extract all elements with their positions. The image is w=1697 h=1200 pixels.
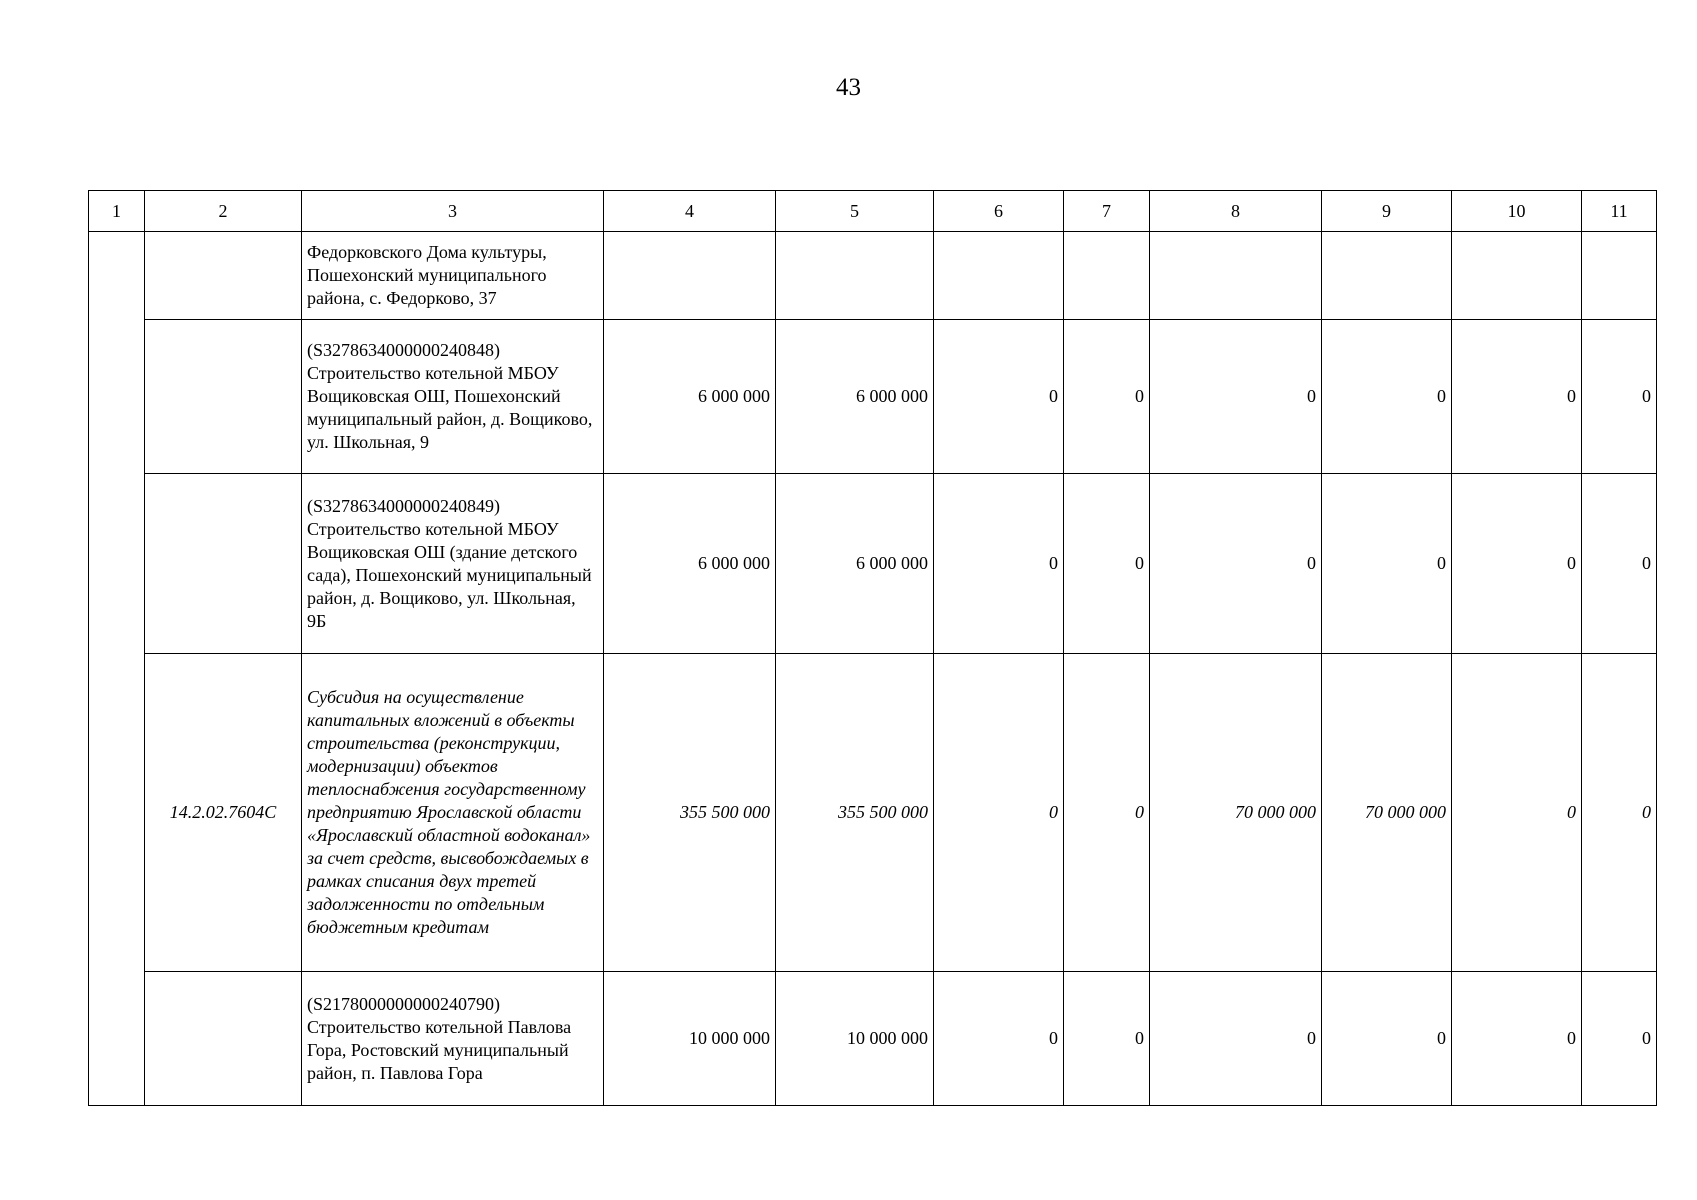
value-cell: 0 — [934, 320, 1064, 474]
value-cell: 10 000 000 — [776, 972, 934, 1106]
column-number-row — [89, 191, 1657, 232]
value-cell — [1322, 232, 1452, 320]
column-header: 3 — [302, 191, 604, 232]
code-cell — [145, 474, 302, 654]
budget-table — [88, 190, 1657, 1106]
value-cell — [1150, 232, 1322, 320]
column-header: 2 — [145, 191, 302, 232]
value-cell: 70 000 000 — [1322, 654, 1452, 972]
column-header: 4 — [604, 191, 776, 232]
value-cell: 0 — [1064, 320, 1150, 474]
value-cell — [1452, 232, 1582, 320]
table-row — [89, 972, 1657, 1106]
value-cell: 0 — [1452, 972, 1582, 1106]
merged-index-cell — [89, 232, 145, 1106]
value-cell: 10 000 000 — [604, 972, 776, 1106]
description-cell: Субсидия на осуществление капитальных вложений в объекты строительства (реконструкции, модернизации) объектов теплоснабжения государственному предприятию Ярославской области «Ярославский областной водоканал» за счет средств, высвобождаемых в рамках списания двух третей задолженности по отдельным бюджетным кредитам — [302, 654, 604, 972]
value-cell: 0 — [934, 972, 1064, 1106]
value-cell: 0 — [1150, 972, 1322, 1106]
description-cell: (S3278634000000240849) Строительство котельной МБОУ Вощиковская ОШ (здание детского сада), Пошехонский муниципальный район, д. Вощиково, ул. Школьная, 9Б — [302, 474, 604, 654]
value-cell: 355 500 000 — [604, 654, 776, 972]
code-cell — [145, 232, 302, 320]
value-cell: 0 — [1150, 320, 1322, 474]
value-cell: 0 — [1582, 320, 1657, 474]
value-cell: 0 — [934, 474, 1064, 654]
value-cell: 6 000 000 — [776, 320, 934, 474]
column-header: 1 — [89, 191, 145, 232]
value-cell — [934, 232, 1064, 320]
value-cell: 6 000 000 — [604, 474, 776, 654]
value-cell: 0 — [1322, 320, 1452, 474]
description-cell: Федорковского Дома культуры, Пошехонский муниципального района, с. Федорково, 37 — [302, 232, 604, 320]
table-row — [89, 320, 1657, 474]
value-cell: 0 — [1322, 474, 1452, 654]
value-cell — [1582, 232, 1657, 320]
column-header: 7 — [1064, 191, 1150, 232]
value-cell: 0 — [934, 654, 1064, 972]
value-cell: 0 — [1582, 654, 1657, 972]
value-cell: 0 — [1064, 474, 1150, 654]
value-cell: 355 500 000 — [776, 654, 934, 972]
column-header: 8 — [1150, 191, 1322, 232]
table-row — [89, 232, 1657, 320]
column-header: 9 — [1322, 191, 1452, 232]
value-cell: 0 — [1582, 972, 1657, 1106]
value-cell — [1064, 232, 1150, 320]
value-cell: 0 — [1322, 972, 1452, 1106]
code-cell: 14.2.02.7604С — [145, 654, 302, 972]
column-header: 6 — [934, 191, 1064, 232]
value-cell: 0 — [1064, 654, 1150, 972]
value-cell: 70 000 000 — [1150, 654, 1322, 972]
column-header: 10 — [1452, 191, 1582, 232]
value-cell — [604, 232, 776, 320]
value-cell: 0 — [1452, 474, 1582, 654]
value-cell — [776, 232, 934, 320]
table-row — [89, 654, 1657, 972]
value-cell: 0 — [1582, 474, 1657, 654]
code-cell — [145, 972, 302, 1106]
value-cell: 0 — [1452, 654, 1582, 972]
value-cell: 6 000 000 — [776, 474, 934, 654]
column-header: 11 — [1582, 191, 1657, 232]
value-cell: 6 000 000 — [604, 320, 776, 474]
value-cell: 0 — [1064, 972, 1150, 1106]
column-header: 5 — [776, 191, 934, 232]
page-number: 43 — [836, 74, 861, 101]
description-cell: (S3278634000000240848) Строительство котельной МБОУ Вощиковская ОШ, Пошехонский муниципальный район, д. Вощиково, ул. Школьная, 9 — [302, 320, 604, 474]
value-cell: 0 — [1452, 320, 1582, 474]
code-cell — [145, 320, 302, 474]
table-row — [89, 474, 1657, 654]
description-cell: (S2178000000000240790) Строительство котельной Павлова Гора, Ростовский муниципальный район, п. Павлова Гора — [302, 972, 604, 1106]
value-cell: 0 — [1150, 474, 1322, 654]
